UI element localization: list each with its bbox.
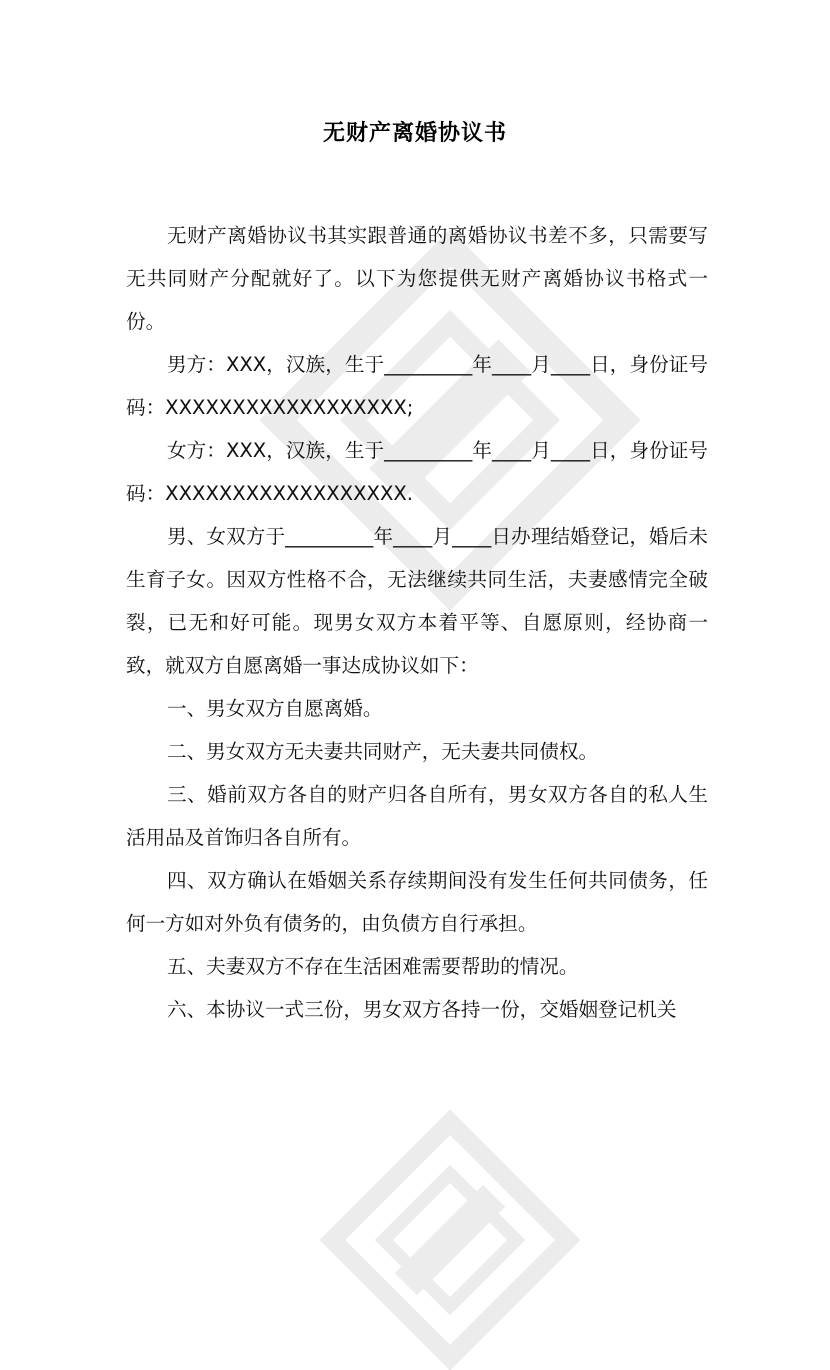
clause-2: 二、男女双方无夫妻共同财产，无夫妻共同债权。 [167, 740, 599, 763]
marriage-background-paragraph: 男、女双方于_________年____月____日办理结婚登记，婚后未生育子女。因双方性格不合，无法继续共同生活，夫妻感情完全破裂，已无和好可能。现男女双方本着平等、自愿原则，经协商一致，就双方自愿离婚一事达成协议如下： [126, 525, 708, 677]
clause-5: 五、夫妻双方不存在生活困难需要帮助的情况。 [167, 955, 579, 978]
clause-1: 一、男女双方自愿离婚。 [167, 697, 383, 720]
male-party-paragraph: 男方：XXX，汉族，生于_________年____月____日，身份证号码：XXXXXXXXXXXXXXXXXX; [126, 353, 708, 419]
clause-3: 三、婚前双方各自的财产归各自所有，男女双方各自的私人生活用品及首饰归各自所有。 [126, 783, 708, 849]
document-body [126, 214, 708, 1031]
clause-6: 六、本协议一式三份，男女双方各持一份，交婚姻登记机关 [167, 998, 677, 1021]
intro-paragraph: 无财产离婚协议书其实跟普通的离婚协议书差不多，只需要写无共同财产分配就好了。以下为您提供无财产离婚协议书格式一份。 [126, 224, 708, 333]
watermark-logo-icon [320, 1110, 580, 1370]
clause-4: 四、双方确认在婚姻关系存续期间没有发生任何共同债务，任何一方如对外负有债务的，由负债方自行承担。 [126, 869, 708, 935]
female-party-paragraph: 女方：XXX，汉族，生于_________年____月____日，身份证号码：XXXXXXXXXXXXXXXXXX. [126, 439, 708, 505]
document-title: 无财产离婚协议书 [322, 121, 507, 146]
